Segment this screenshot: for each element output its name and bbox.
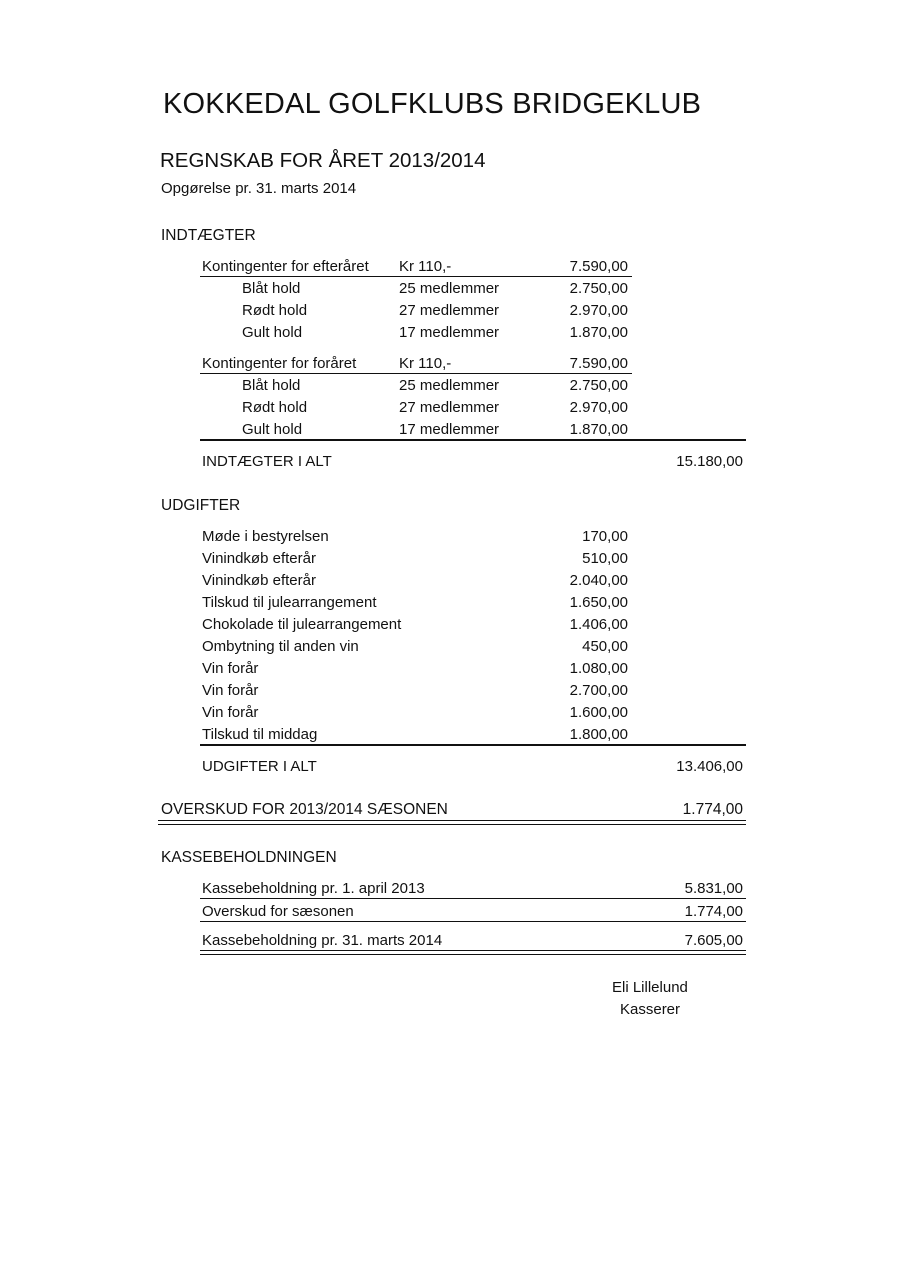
cash-double-rule-bottom xyxy=(200,954,746,955)
expense-label: Tilskud til middag xyxy=(202,726,318,743)
cash-item-amount: 1.774,00 xyxy=(684,903,743,920)
income-heading: INDTÆGTER xyxy=(161,227,256,244)
income-row-amount: 2.970,00 xyxy=(569,399,628,416)
signature-name: Eli Lillelund xyxy=(612,979,688,996)
income-row-label: Blåt hold xyxy=(242,280,301,297)
statement-date: Opgørelse pr. 31. marts 2014 xyxy=(161,180,357,197)
cash-double-rule-top xyxy=(200,950,746,951)
income-row-amount: 2.970,00 xyxy=(569,302,628,319)
income-row-amount: 1.870,00 xyxy=(569,324,628,341)
expense-amount: 450,00 xyxy=(582,638,628,655)
cash-row-rule xyxy=(200,921,746,922)
expense-label: Vinindkøb efterår xyxy=(202,550,316,567)
expense-label: Ombytning til anden vin xyxy=(202,638,359,655)
income-row-members: 27 medlemmer xyxy=(399,302,500,319)
income-row-members: 25 medlemmer xyxy=(399,280,500,297)
expense-label: Vin forår xyxy=(202,704,259,721)
expense-label: Vin forår xyxy=(202,660,259,677)
cash-item-amount: 5.831,00 xyxy=(684,880,743,897)
income-group-rate: Kr 110,- xyxy=(399,258,452,275)
income-row-members: 17 medlemmer xyxy=(399,324,500,341)
expense-label: Vinindkøb efterår xyxy=(202,572,316,589)
expense-amount: 1.600,00 xyxy=(569,704,628,721)
income-group-rate: Kr 110,- xyxy=(399,355,452,372)
income-row-label: Gult hold xyxy=(242,421,303,438)
income-row-label: Rødt hold xyxy=(242,302,308,319)
income-row-label: Rødt hold xyxy=(242,399,308,416)
income-row-amount: 2.750,00 xyxy=(569,280,628,297)
cash-heading: KASSEBEHOLDNINGEN xyxy=(161,849,337,866)
signature-role: Kasserer xyxy=(620,1001,681,1018)
income-group-label: Kontingenter for foråret xyxy=(202,355,357,372)
income-row-label: Gult hold xyxy=(242,324,303,341)
income-group-amount: 7.590,00 xyxy=(569,258,628,275)
cash-row-rule xyxy=(200,898,746,899)
group-underline xyxy=(200,276,632,277)
income-row-members: 17 medlemmer xyxy=(399,421,500,438)
document-subtitle: REGNSKAB FOR ÅRET 2013/2014 xyxy=(160,149,486,172)
cash-total-label: Kassebeholdning pr. 31. marts 2014 xyxy=(202,932,443,949)
expense-amount: 1.406,00 xyxy=(569,616,628,633)
expense-amount: 510,00 xyxy=(582,550,628,567)
document-title: KOKKEDAL GOLFKLUBS BRIDGEKLUB xyxy=(163,88,702,120)
expenses-total-rule xyxy=(200,744,746,746)
income-total-label: INDTÆGTER I ALT xyxy=(202,453,332,470)
expense-amount: 1.800,00 xyxy=(569,726,628,743)
expense-amount: 170,00 xyxy=(582,528,628,545)
group-underline xyxy=(200,373,632,374)
income-group-amount: 7.590,00 xyxy=(569,355,628,372)
income-total-rule xyxy=(200,439,746,441)
income-row-amount: 2.750,00 xyxy=(569,377,628,394)
cash-item-label: Kassebeholdning pr. 1. april 2013 xyxy=(202,880,425,897)
cash-item-label: Overskud for sæsonen xyxy=(202,903,354,920)
surplus-label: OVERSKUD FOR 2013/2014 SÆSONEN xyxy=(161,801,448,818)
cash-total-amount: 7.605,00 xyxy=(684,932,743,949)
expense-amount: 1.080,00 xyxy=(569,660,628,677)
expense-label: Møde i bestyrelsen xyxy=(202,528,329,545)
expenses-total-label: UDGIFTER I ALT xyxy=(202,758,317,775)
surplus-double-rule-bottom xyxy=(158,824,746,825)
income-row-members: 25 medlemmer xyxy=(399,377,500,394)
expense-label: Tilskud til julearrangement xyxy=(202,594,377,611)
surplus-double-rule-top xyxy=(158,820,746,821)
expense-amount: 1.650,00 xyxy=(569,594,628,611)
income-row-members: 27 medlemmer xyxy=(399,399,500,416)
income-row-label: Blåt hold xyxy=(242,377,301,394)
income-row-amount: 1.870,00 xyxy=(569,421,628,438)
expenses-heading: UDGIFTER xyxy=(161,497,241,514)
expense-label: Chokolade til julearrangement xyxy=(202,616,402,633)
income-total-amount: 15.180,00 xyxy=(676,453,743,470)
expense-label: Vin forår xyxy=(202,682,259,699)
income-group-label: Kontingenter for efteråret xyxy=(202,258,369,275)
expense-amount: 2.700,00 xyxy=(569,682,628,699)
expense-amount: 2.040,00 xyxy=(569,572,628,589)
expenses-total-amount: 13.406,00 xyxy=(676,758,743,775)
surplus-amount: 1.774,00 xyxy=(682,801,743,818)
